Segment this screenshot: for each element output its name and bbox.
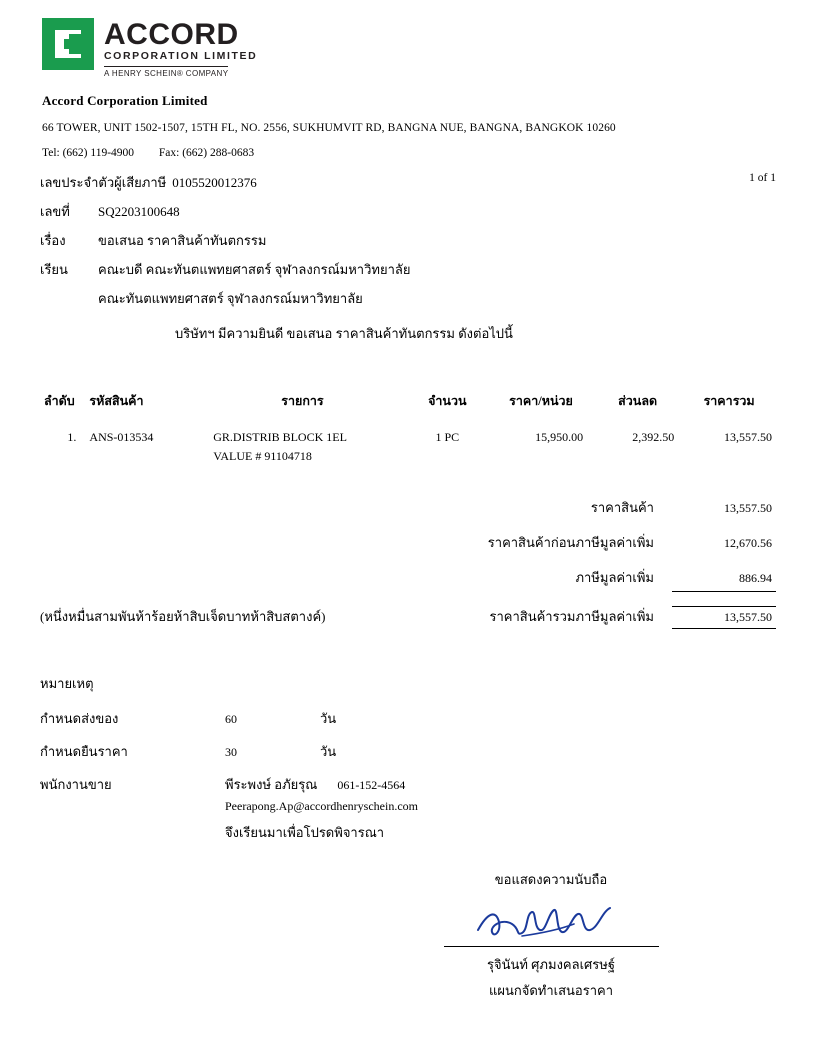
notes-title: หมายเหตุ: [40, 676, 94, 691]
salesperson-row: [40, 774, 776, 795]
logo-brand: ACCORD: [104, 18, 239, 51]
summary-grand-label: ราคาสินค้ารวมภาษีมูลค่าเพิ่ม: [489, 609, 654, 624]
header-price: ราคา/หน่วย: [509, 394, 573, 408]
validity-row: [40, 741, 776, 762]
header-total: ราคารวม: [703, 394, 755, 408]
doc-number-value: SQ2203100648: [98, 204, 180, 219]
salesperson-label: พนักงานขาย: [40, 777, 112, 792]
signature-regards: ขอแสดงความนับถือ: [494, 872, 608, 887]
summary-grand-row: [40, 606, 776, 629]
accord-logo-icon: [42, 18, 94, 70]
summary-subtotal-value: 13,557.50: [724, 501, 772, 515]
salesperson-phone: 061-152-4564: [337, 778, 406, 792]
recipient-label: เรียน: [40, 262, 68, 277]
header-discount: ส่วนลด: [618, 394, 658, 408]
closing-text: จึงเรียนมาเพื่อโปรดพิจารณา: [225, 825, 385, 840]
cell-price: 15,950.00: [535, 430, 584, 444]
summary-vat-row: [40, 567, 776, 592]
recipient-value: คณะบดี คณะทันตแพทยศาสตร์ จุฬาลงกรณ์มหาวิทยาลัย: [98, 262, 411, 277]
summary-before-vat-row: [40, 532, 776, 553]
items-table: [40, 390, 776, 467]
logo-line2: A HENRY SCHEIN® COMPANY: [104, 66, 228, 80]
table-row: [40, 429, 776, 448]
summary-block: [40, 497, 776, 629]
company-name: Accord Corporation Limited: [42, 93, 208, 108]
header-code: รหัสสินค้า: [89, 394, 144, 408]
cell-qty: 1 PC: [435, 430, 460, 444]
doc-number-row: [40, 201, 776, 222]
delivery-label: กำหนดส่งของ: [40, 711, 119, 726]
validity-unit: วัน: [320, 744, 337, 759]
summary-subtotal-row: [40, 497, 776, 518]
salesperson-name: พีระพงษ์ อภัยรุณ: [225, 777, 318, 792]
subject-row: [40, 230, 776, 251]
delivery-value: 60: [225, 712, 237, 726]
cell-discount: 2,392.50: [632, 430, 675, 444]
intro-text: บริษัทฯ มีความยินดี ขอเสนอ ราคาสินค้าทันตกรรม ดังต่อไปนี้: [175, 326, 513, 341]
page-count: 1 of 1: [749, 172, 776, 184]
validity-label: กำหนดยืนราคา: [40, 744, 128, 759]
header-qty: จำนวน: [428, 394, 467, 408]
summary-before-vat-label: ราคาสินค้าก่อนภาษีมูลค่าเพิ่ม: [487, 535, 654, 550]
document-info: [40, 172, 776, 344]
summary-vat-label: ภาษีมูลค่าเพิ่ม: [575, 570, 654, 585]
signature-block: [40, 869, 776, 1001]
cell-total: 13,557.50: [724, 430, 772, 444]
cell-code: ANS-013534: [89, 430, 154, 444]
recipient-row: [40, 259, 776, 280]
signature-name: รุจินันท์ ศุภมงคลเศรษฐ์: [486, 957, 615, 972]
logo-line1: CORPORATION LIMITED: [104, 50, 258, 62]
table-header-row: [40, 390, 776, 429]
doc-number-label: เลขที่: [40, 204, 70, 219]
delivery-unit: วัน: [320, 711, 337, 726]
handwritten-signature-icon: [466, 900, 636, 946]
summary-before-vat-value: 12,670.56: [724, 536, 772, 550]
amount-in-words: (หนึ่งหมื่นสามพันห้าร้อยห้าสิบเจ็ดบาทห้าสิบสตางค์): [40, 609, 326, 624]
summary-grand-value: 13,557.50: [672, 606, 776, 629]
signature-image: [386, 900, 716, 946]
signature-line: [444, 946, 659, 947]
summary-vat-value: 886.94: [672, 571, 776, 592]
header-no: ลำดับ: [44, 394, 75, 408]
signature-department: แผนกจัดทำเสนอราคา: [488, 983, 614, 998]
cell-no: 1.: [67, 430, 77, 444]
tax-id-value: 0105520012376: [172, 175, 257, 190]
letterhead: [42, 18, 776, 81]
company-fax: Fax: (662) 288-0683: [158, 147, 255, 159]
delivery-row: [40, 708, 776, 729]
tax-id-row: [40, 172, 776, 193]
subject-label: เรื่อง: [40, 233, 66, 248]
company-contact: [42, 147, 776, 159]
salesperson-email: Peerapong.Ap@accordhenryschein.com: [225, 799, 418, 813]
cell-desc: GR.DISTRIB BLOCK 1EL: [213, 430, 347, 444]
validity-value: 30: [225, 745, 237, 759]
notes-block: [40, 673, 776, 843]
header-desc: รายการ: [281, 394, 324, 408]
logo-wordmark: [104, 18, 257, 81]
cell-desc-2: VALUE # 91104718: [213, 449, 312, 463]
subject-value: ขอเสนอ ราคาสินค้าทันตกรรม: [98, 233, 267, 248]
summary-subtotal-label: ราคาสินค้า: [590, 500, 654, 515]
recipient-value-2: คณะทันตแพทยศาสตร์ จุฬาลงกรณ์มหาวิทยาลัย: [98, 291, 363, 306]
company-address: 66 TOWER, UNIT 1502-1507, 15TH FL, NO. 2556, SUKHUMVIT RD, BANGNA NUE, BANGNA, BANGKOK 10260: [42, 122, 616, 134]
tax-id-label: เลขประจำตัวผู้เสียภาษี: [40, 175, 167, 190]
table-row-desc2: [40, 448, 776, 467]
company-tel: Tel: (662) 119-4900: [42, 147, 135, 159]
